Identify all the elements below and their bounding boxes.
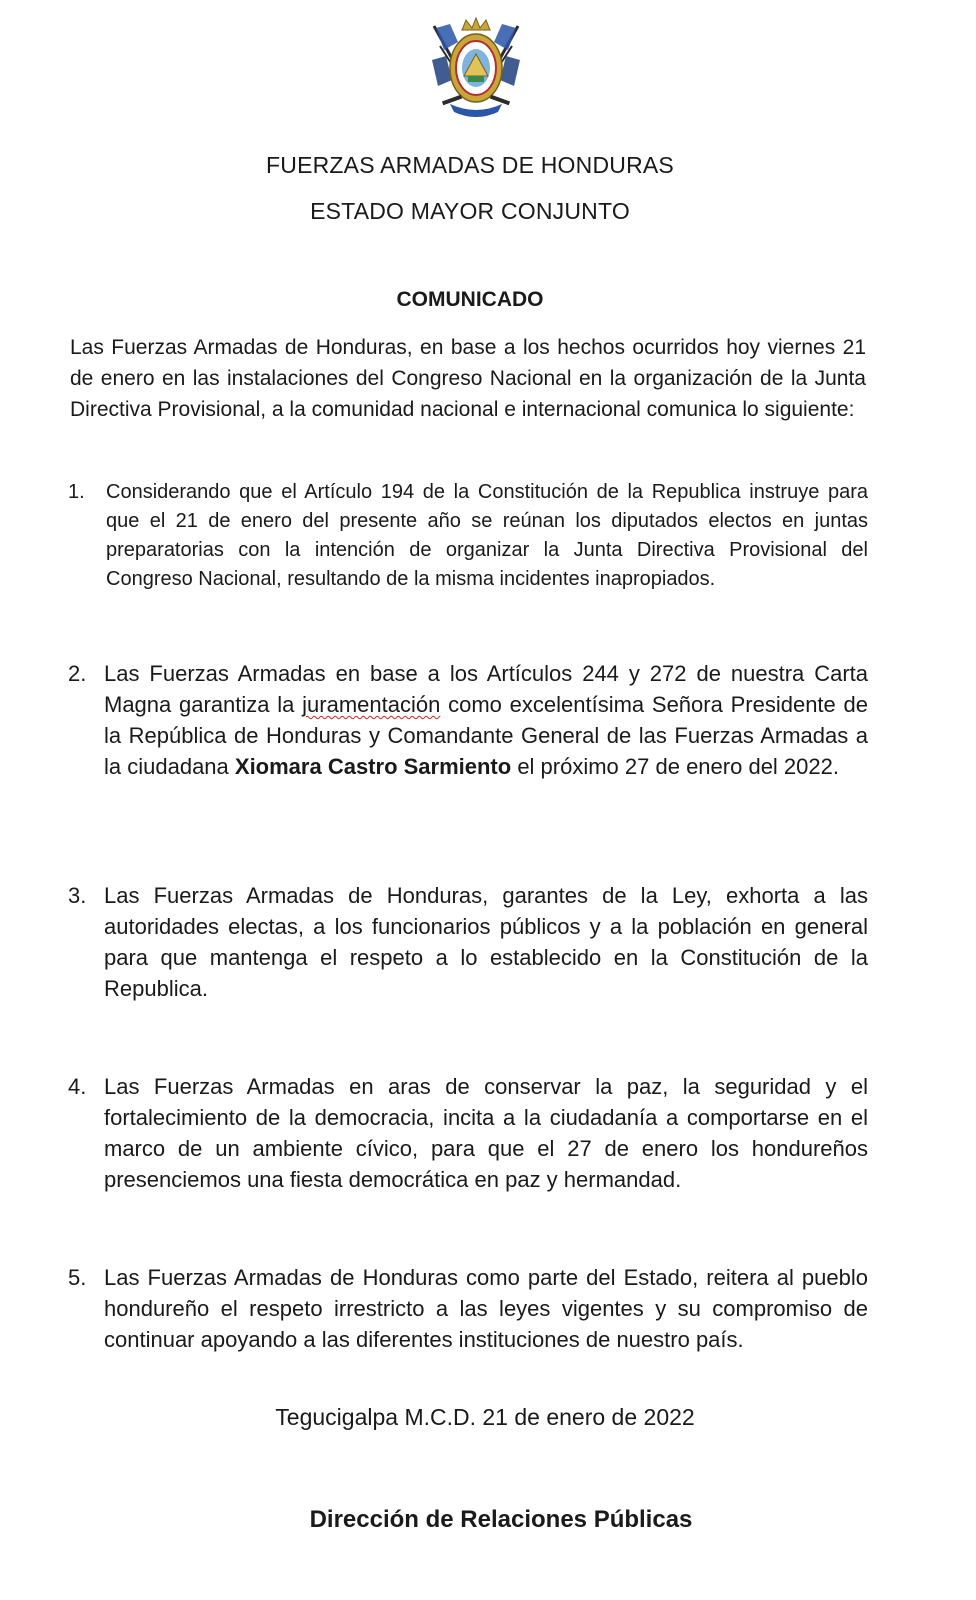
organization-name: FUERZAS ARMADAS DE HONDURAS (266, 152, 674, 178)
list-item-number: 5. (68, 1265, 87, 1290)
list-item-text: Las Fuerzas Armadas en aras de conservar la paz, la seguridad y el fortalecimiento de la democracia, incita a la ciudadanía a comportarse en el marco de un ambiente cívico, para que el 27 de enero los hondureños presenciemos una fiesta democrática en paz y hermandad. (104, 1074, 868, 1192)
list-item-number: 4. (68, 1074, 87, 1099)
list-item (68, 658, 868, 782)
list-item-number: 2. (68, 661, 87, 686)
president-name: Xiomara Castro Sarmiento (234, 754, 512, 779)
list-item (68, 880, 868, 1004)
list-item-text: Las Fuerzas Armadas de Honduras como parte del Estado, reitera al pueblo hondureño el respeto irrestricto a las leyes vigentes y su compromiso de continuar apoyando a las diferentes instituciones de nuestro país. (104, 1265, 868, 1352)
list-item (68, 478, 868, 594)
list-item-text: Las Fuerzas Armadas de Honduras, garantes de la Ley, exhorta a las autoridades electas, a los funcionarios públicos y a la población en general para que mantenga el respeto a lo establecido en la Constitución de la Republica. (104, 883, 868, 1001)
armed-forces-coat-of-arms-icon (428, 16, 524, 120)
place-and-date: Tegucigalpa M.C.D. 21 de enero de 2022 (275, 1404, 695, 1430)
list-item (68, 1071, 868, 1195)
document-title: COMUNICADO (396, 288, 544, 311)
list-item-number: 1. (68, 481, 85, 503)
list-item-text-part: el próximo 27 de enero del 2022. (511, 754, 839, 779)
intro-paragraph: Las Fuerzas Armadas de Honduras, en base a los hechos ocurridos hoy viernes 21 de enero en las instalaciones del Congreso Nacional en la organización de la Junta Directiva Provisional, a la comunidad nacional e internacional comunica lo siguiente: (70, 336, 866, 421)
spellcheck-marked-word: juramentación (302, 692, 441, 717)
list-item-text-part: Las Fuerzas Armadas en base a los Artículos 244 y 272 de nuestra Carta Magna garantiza la (104, 661, 868, 717)
list-item-number: 3. (68, 883, 87, 908)
list-item-text: Considerando que el Artículo 194 de la Constitución de la Republica instruye para que el 21 de enero del presente año se reúnan los diputados electos en juntas preparatorias con la intención de organizar la Junta Directiva Provisional del Congreso Nacional, resultando de la misma incidentes inapropiados. (106, 481, 868, 590)
list-item-text-part: como excelentísima Señora Presidente de la República de Honduras y Comandante General de las Fuerzas Armadas a la ciudadana (104, 692, 868, 779)
list-item (68, 1262, 868, 1355)
signature-department: Dirección de Relaciones Públicas (309, 1506, 693, 1533)
sub-organization-name: ESTADO MAYOR CONJUNTO (310, 198, 630, 224)
list-item-text (104, 658, 868, 782)
